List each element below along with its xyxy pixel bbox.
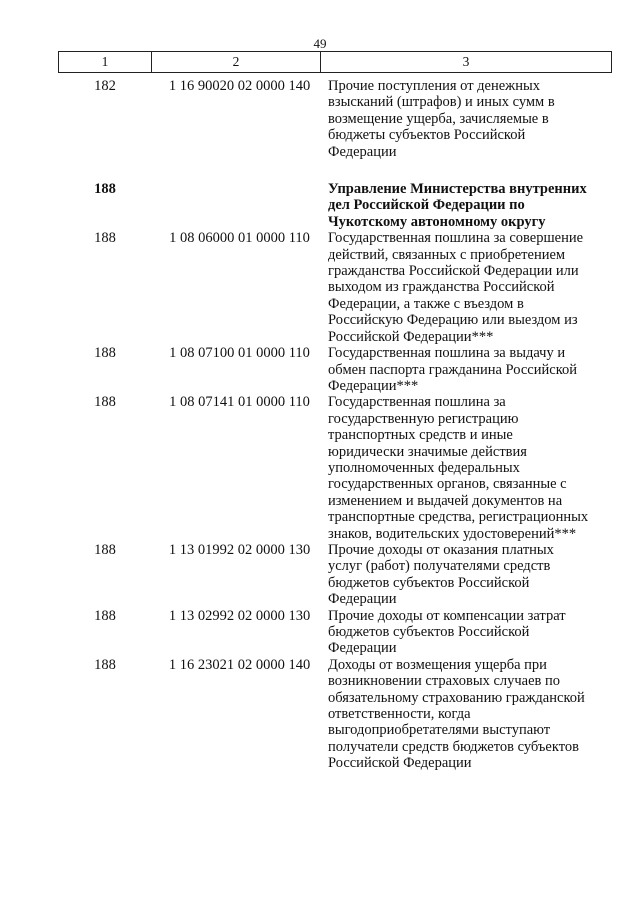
header-column-3: 3 bbox=[462, 54, 470, 69]
header-column-2: 2 bbox=[152, 52, 321, 72]
table-row bbox=[58, 657, 612, 772]
admin-code-cell: 188 bbox=[94, 230, 116, 247]
table-header bbox=[58, 51, 612, 73]
table-row bbox=[58, 608, 612, 657]
admin-code-cell: 188 bbox=[94, 394, 116, 411]
revenue-code-cell: 1 16 90020 02 0000 140 bbox=[168, 78, 311, 94]
admin-code-cell: 188 bbox=[94, 541, 116, 558]
description-cell: Государственная пошлина за совершение действий, связанных с приобретением гражданства Российской Федерации или выходом из гражданства Российской Федерации, а также с въездом в Российскую Федерацию или выездом из Российской Федерации*** bbox=[328, 230, 584, 345]
table-row bbox=[58, 78, 612, 160]
revenue-code-cell: 1 08 07141 01 0000 110 bbox=[169, 394, 310, 411]
revenue-code-cell: 1 16 23021 02 0000 140 bbox=[168, 656, 311, 673]
table-row bbox=[58, 542, 612, 608]
description-cell: Прочие доходы от оказания платных услуг (работ) получателями средств бюджетов субъектов Российской Федерации bbox=[328, 541, 554, 608]
admin-code-cell: 188 bbox=[94, 181, 116, 198]
table-row bbox=[58, 345, 612, 394]
description-cell: Доходы от возмещения ущерба при возникновении страховых случаев по обязательному страхованию гражданской ответственности, когда выгодоприобретателями выступают получатели средств бюджетов субъектов Российской Федерации bbox=[328, 656, 585, 772]
revenue-code-cell: 1 08 06000 01 0000 110 bbox=[169, 230, 310, 247]
description-cell: Прочие поступления от денежных взысканий (штрафов) и иных сумм в возмещение ущерба, зачисляемые в бюджеты субъектов Российской Федерации bbox=[328, 78, 555, 160]
table-row bbox=[58, 394, 612, 542]
table-row-section-heading bbox=[58, 181, 612, 230]
revenue-code-cell: 1 13 01992 02 0000 130 bbox=[168, 541, 311, 558]
section-heading-cell: Управление Министерства внутренних дел Российской Федерации по Чукотскому автономному округу bbox=[328, 181, 587, 230]
revenue-code-cell bbox=[152, 181, 327, 230]
admin-code-cell: 182 bbox=[94, 78, 116, 94]
description-cell: Государственная пошлина за государственную регистрацию транспортных средств и иные юридически значимые действия уполномоченных федеральных государственных органов, связанные с изменением и выдачей документов на транспортные средства, регистрационных знаков, водительских удостоверений*** bbox=[328, 394, 589, 542]
admin-code-cell: 188 bbox=[94, 607, 116, 624]
table-row bbox=[58, 230, 612, 345]
header-column-1: 1 bbox=[59, 52, 152, 72]
revenue-code-cell: 1 13 02992 02 0000 130 bbox=[168, 607, 311, 624]
admin-code-cell: 188 bbox=[94, 656, 116, 673]
table-body bbox=[58, 78, 612, 772]
description-cell: Прочие доходы от компенсации затрат бюджетов субъектов Российской Федерации bbox=[328, 607, 566, 657]
revenue-code-cell: 1 08 07100 01 0000 110 bbox=[169, 345, 310, 362]
page-number: 49 bbox=[313, 36, 327, 51]
admin-code-cell: 188 bbox=[94, 345, 116, 362]
description-cell: Государственная пошлина за выдачу и обмен паспорта гражданина Российской Федерации*** bbox=[328, 345, 578, 394]
